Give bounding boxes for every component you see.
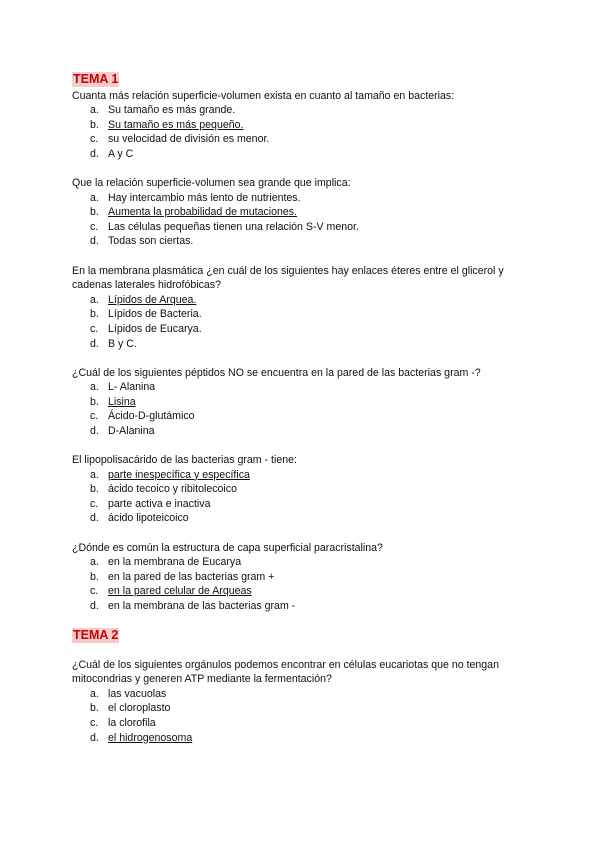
option-text: Su tamaño es más grande. bbox=[108, 104, 236, 117]
correct-option-text: en la pared celular de Arqueas bbox=[108, 585, 252, 598]
option-marker: c. bbox=[90, 322, 99, 335]
answer-option bbox=[72, 555, 542, 570]
option-marker: a. bbox=[90, 381, 99, 394]
option-marker: c. bbox=[90, 497, 99, 510]
option-text: D-Alanina bbox=[108, 424, 155, 437]
question-block bbox=[72, 89, 542, 162]
answer-option bbox=[72, 132, 542, 147]
option-text: Lípidos de Bacteria. bbox=[108, 308, 202, 321]
question-text: ¿Cuál de los siguientes péptidos NO se encuentra en la pared de las bacterias gram -? bbox=[72, 366, 481, 379]
answer-option bbox=[72, 322, 542, 337]
option-text: parte activa e inactiva bbox=[108, 497, 211, 510]
correct-option-text: Lisina bbox=[108, 395, 136, 408]
option-marker: b. bbox=[90, 308, 99, 321]
option-marker: d. bbox=[90, 235, 99, 248]
option-marker: b. bbox=[90, 206, 99, 219]
correct-option-text: Aumenta la probabilidad de mutaciones. bbox=[108, 206, 298, 219]
option-text: B y C. bbox=[108, 337, 137, 350]
answer-options bbox=[72, 468, 542, 526]
question-block bbox=[72, 658, 542, 746]
answer-option bbox=[72, 337, 542, 352]
answer-option bbox=[72, 570, 542, 585]
answer-option bbox=[72, 234, 542, 249]
answer-option bbox=[72, 716, 542, 731]
question-block bbox=[72, 366, 542, 439]
answer-option bbox=[72, 307, 542, 322]
answer-options bbox=[72, 191, 542, 249]
option-marker: b. bbox=[90, 570, 99, 583]
correct-option-text: parte inespecífica y específica bbox=[108, 468, 250, 481]
option-marker: d. bbox=[90, 337, 99, 350]
option-text: Todas son ciertas. bbox=[108, 235, 194, 248]
answer-options bbox=[72, 687, 542, 745]
option-marker: b. bbox=[90, 702, 99, 715]
answer-option bbox=[72, 599, 542, 614]
correct-option-text: Su tamaño es más pequeño. bbox=[108, 118, 244, 131]
answer-options bbox=[72, 103, 542, 161]
option-marker: b. bbox=[90, 395, 99, 408]
answer-option bbox=[72, 380, 542, 395]
option-marker: a. bbox=[90, 468, 99, 481]
option-text: ácido tecoico y ribitolecoico bbox=[108, 483, 237, 496]
option-text: A y C bbox=[108, 147, 134, 160]
answer-option bbox=[72, 147, 542, 162]
option-marker: b. bbox=[90, 118, 99, 131]
answer-option bbox=[72, 701, 542, 716]
document-content bbox=[72, 72, 542, 760]
option-marker: c. bbox=[90, 716, 99, 729]
option-marker: d. bbox=[90, 512, 99, 525]
answer-option bbox=[72, 424, 542, 439]
option-marker: a. bbox=[90, 293, 99, 306]
answer-option bbox=[72, 395, 542, 410]
option-marker: b. bbox=[90, 483, 99, 496]
option-text: el cloroplasto bbox=[108, 702, 171, 715]
option-text: las vacuolas bbox=[108, 687, 167, 700]
option-text: la clorofila bbox=[108, 716, 156, 729]
correct-option-text: Lípidos de Arquea. bbox=[108, 293, 197, 306]
option-text: Hay intercambio más lento de nutrientes. bbox=[108, 191, 301, 204]
section-heading bbox=[72, 628, 542, 644]
answer-option bbox=[72, 118, 542, 133]
option-text: en la pared de las bacterias gram + bbox=[108, 570, 275, 583]
question-text: El lipopolisacárido de las bacterias gram - tiene: bbox=[72, 454, 297, 467]
option-marker: c. bbox=[90, 410, 99, 423]
answer-options bbox=[72, 293, 542, 351]
section-title: TEMA 2 bbox=[73, 628, 119, 642]
option-text: ácido lipoteicoico bbox=[108, 512, 189, 525]
option-text: en la membrana de las bacterias gram - bbox=[108, 599, 296, 612]
option-marker: d. bbox=[90, 599, 99, 612]
question-block bbox=[72, 176, 542, 249]
option-marker: c. bbox=[90, 585, 99, 598]
option-marker: a. bbox=[90, 104, 99, 117]
answer-option bbox=[72, 482, 542, 497]
question-text: ¿Dónde es común la estructura de capa superficial paracristalina? bbox=[72, 541, 383, 554]
option-text: Lípidos de Eucarya. bbox=[108, 322, 202, 335]
option-marker: a. bbox=[90, 687, 99, 700]
answer-option bbox=[72, 220, 542, 235]
option-text: Ácido-D-glutámico bbox=[108, 410, 195, 423]
option-marker: d. bbox=[90, 424, 99, 437]
question-text: En la membrana plasmática ¿en cuál de los siguientes hay enlaces éteres entre el glicerol y cadenas laterales hidrofóbicas? bbox=[72, 264, 504, 292]
option-marker: d. bbox=[90, 731, 99, 744]
question-block bbox=[72, 264, 542, 352]
answer-option bbox=[72, 687, 542, 702]
section-title: TEMA 1 bbox=[73, 72, 119, 86]
option-marker: a. bbox=[90, 556, 99, 569]
answer-option bbox=[72, 103, 542, 118]
question-block bbox=[72, 453, 542, 526]
option-text: en la membrana de Eucarya bbox=[108, 556, 242, 569]
option-text: L- Alanina bbox=[108, 381, 156, 394]
answer-option bbox=[72, 191, 542, 206]
question-text: Cuanta más relación superficie-volumen exista en cuanto al tamaño en bacterias: bbox=[72, 89, 455, 102]
answer-option bbox=[72, 497, 542, 512]
question-block bbox=[72, 541, 542, 614]
option-text: su velocidad de división es menor. bbox=[108, 133, 270, 146]
option-text: Las células pequeñas tienen una relación S-V menor. bbox=[108, 220, 359, 233]
option-marker: a. bbox=[90, 191, 99, 204]
answer-option bbox=[72, 205, 542, 220]
option-marker: d. bbox=[90, 147, 99, 160]
option-marker: c. bbox=[90, 133, 99, 146]
section-heading bbox=[72, 72, 542, 88]
answer-option bbox=[72, 731, 542, 746]
answer-option bbox=[72, 584, 542, 599]
answer-options bbox=[72, 380, 542, 438]
correct-option-text: el hidrogenosoma bbox=[108, 731, 193, 744]
answer-option bbox=[72, 511, 542, 526]
question-text: ¿Cuál de los siguientes orgánulos podemos encontrar en células eucariotas que no tengan mitocondrias y generen ATP mediante la fermentación? bbox=[72, 658, 499, 686]
answer-option bbox=[72, 293, 542, 308]
answer-option bbox=[72, 468, 542, 483]
answer-option bbox=[72, 409, 542, 424]
answer-options bbox=[72, 555, 542, 613]
question-text: Que la relación superficie-volumen sea grande que implica: bbox=[72, 177, 351, 190]
option-marker: c. bbox=[90, 220, 99, 233]
